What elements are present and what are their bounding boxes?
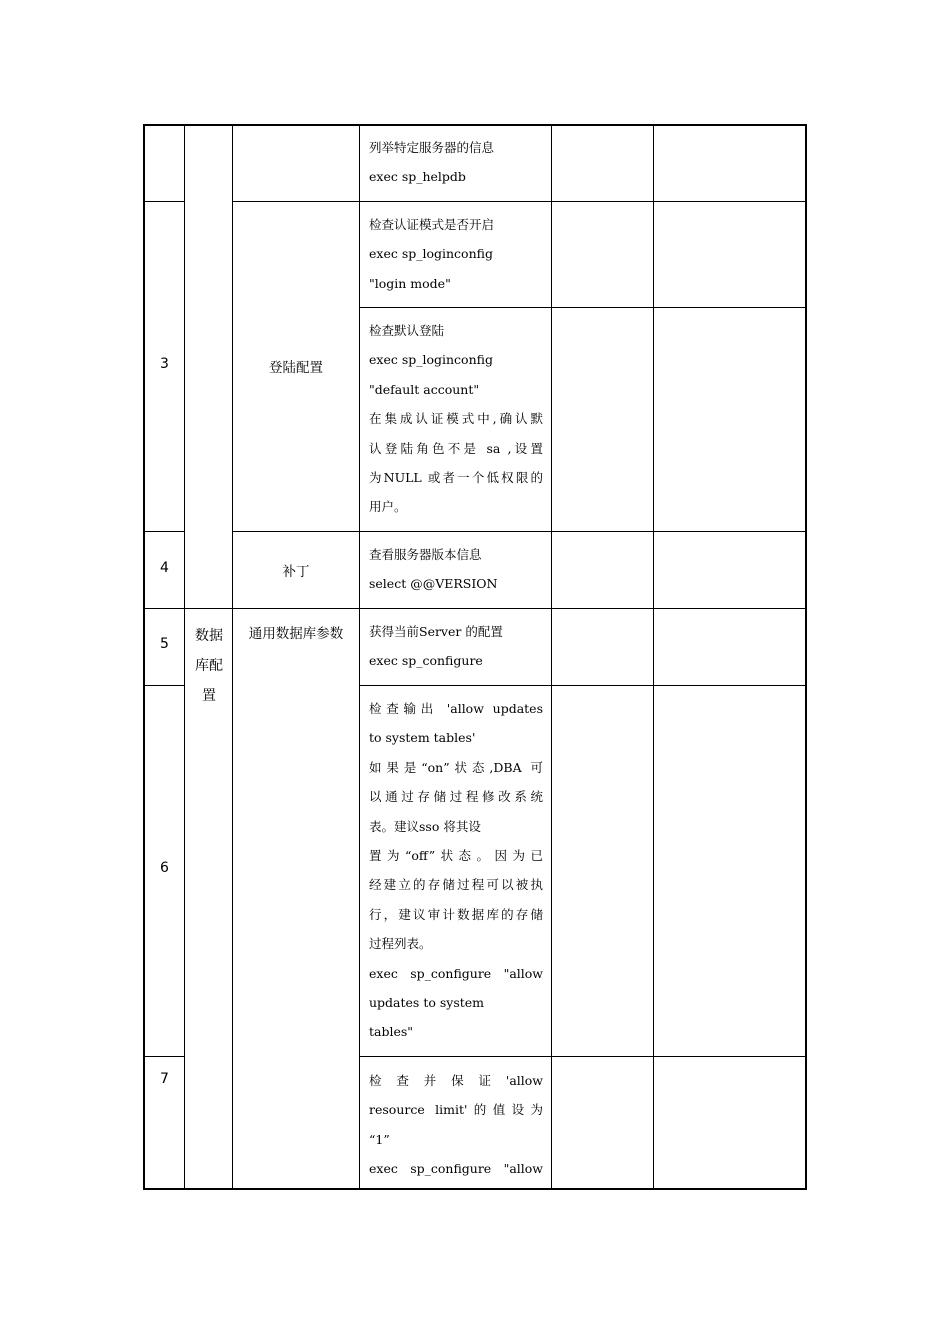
col-line xyxy=(551,124,552,1190)
content-cell: 检 查 并 保 证 'allow resource limit'的值设为 “1” exec sp_configure "allow xyxy=(369,1073,543,1177)
category-label: 数据 库配 置 xyxy=(195,628,223,704)
col-line xyxy=(653,124,654,1190)
content-cell: 获得当前Server 的配置 exec sp_configure xyxy=(369,624,503,669)
table-left-border xyxy=(143,124,145,1190)
row-number: 3 xyxy=(160,356,169,372)
row-line xyxy=(359,307,807,308)
col-line xyxy=(184,124,185,1190)
row-number: 6 xyxy=(160,860,169,876)
col-line xyxy=(359,124,360,1190)
content-cell: 检查默认登陆 exec sp_loginconfig "default account" 在集成认证模式中,确认默 认登陆角色不是 sa ,设置 为NULL 或者一个低权限的 用户。 xyxy=(369,323,543,515)
row-line xyxy=(232,201,807,202)
row-line xyxy=(359,685,807,686)
row-line xyxy=(143,531,185,532)
row-line xyxy=(143,685,185,686)
row-line xyxy=(143,1056,185,1057)
row-line xyxy=(143,201,185,202)
row-line xyxy=(359,1056,807,1057)
row-number: 5 xyxy=(160,636,169,652)
item-label: 登陆配置 xyxy=(269,360,323,376)
table-right-border xyxy=(805,124,807,1190)
row-line xyxy=(232,531,807,532)
content-cell: 检查认证模式是否开启 exec sp_loginconfig "login mode" xyxy=(369,217,495,291)
content-cell: 查看服务器版本信息 select @@VERSION xyxy=(369,547,498,592)
row-number: 7 xyxy=(160,1071,169,1087)
row-line xyxy=(143,608,807,609)
content-cell: 检查输出 'allow updates to system tables' 如果是“on”状态,DBA 可 以通过存储过程修改系统 表。建议sso 将其设 置为“off”状态。因为已 经建立的存储过程可以被执 行，建议审计数据库的存储 过程列表。 exec sp_configure "allow updates to system tables" xyxy=(369,701,543,1040)
item-label: 通用数据库参数 xyxy=(248,626,344,642)
table-bottom-border xyxy=(143,1188,807,1190)
col-line xyxy=(232,124,233,1190)
table-top-border xyxy=(143,124,807,126)
item-label: 补丁 xyxy=(282,564,310,580)
content-cell: 列举特定服务器的信息 exec sp_helpdb xyxy=(369,140,495,185)
row-number: 4 xyxy=(160,560,169,576)
